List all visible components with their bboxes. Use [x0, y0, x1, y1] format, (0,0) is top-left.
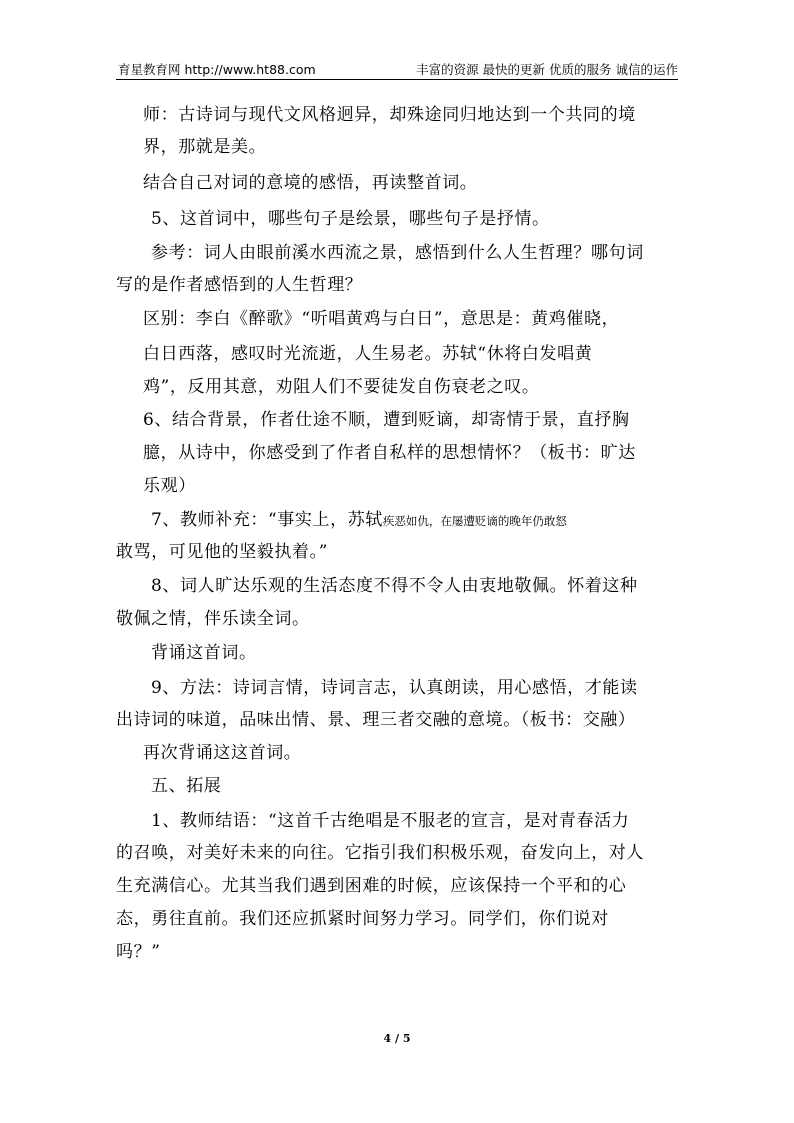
text-line: 敢骂，可见他的坚毅执着。” [116, 542, 328, 562]
text-line: 6、结合背景，作者仕途不顺，遭到贬谪，却寄情于景，直抒胸 [143, 410, 630, 430]
text-line: 8、词人旷达乐观的生活态度不得不令人由衷地敬佩。怀着这种 [151, 576, 638, 596]
text-line: 鸡”，反用其意，劝阻人们不要徒发自伤衰老之叹。 [143, 377, 540, 397]
text-line: 1、教师结语：“这首千古绝唱是不服老的宣言，是对青春活力 [151, 811, 630, 831]
text-line: 界，那就是美。 [143, 137, 267, 157]
text-line: 敬佩之情，伴乐读全词。 [116, 609, 310, 629]
text-line: 写的是作者感悟到的人生哲理？ [116, 275, 363, 295]
text-line: 结合自己对词的意境的感悟，再读整首词。 [143, 173, 478, 193]
page-header [118, 56, 678, 78]
text-line: 生充满信心。尤其当我们遇到困难的时候，应该保持一个平和的心 [116, 876, 627, 896]
text-line: 乐观） [143, 476, 196, 496]
text-line: 出诗词的味道，品味出情、景、理三者交融的意境。（板书：交融） [116, 710, 636, 730]
text-line: 臆，从诗中，你感受到了作者自私样的思想情怀？（板书：旷达 [143, 443, 636, 463]
text-line: 背诵这首词。 [151, 643, 257, 663]
text-line: 吗？” [116, 942, 161, 962]
text-line: 区别：李白《醉歌》“听唱黄鸡与白日”，意思是：黄鸡催晓， [143, 309, 620, 329]
text-line: 的召唤，对美好未来的向往。它指引我们积极乐观，奋发向上，对人 [116, 843, 644, 863]
text-line: 五、拓展 [151, 776, 222, 796]
header-divider [116, 79, 678, 80]
text-line: 5、这首词中，哪些句子是绘景，哪些句子是抒情。 [151, 209, 550, 229]
text-line: 9、方法：诗词言情，诗词言志，认真朗读，用心感悟，才能读 [151, 678, 638, 698]
header-slogan: 丰富的资源 最快的更新 优质的服务 诚信的运作 [416, 62, 678, 77]
page-number: 4 / 5 [383, 1032, 411, 1045]
text-line: 白日西落，感叹时光流逝，人生易老。苏轼“休将白发唱黄 [143, 344, 593, 364]
text-line: 参考：词人由眼前溪水西流之景，感悟到什么人生哲理？哪句词 [151, 243, 644, 263]
text-line [151, 509, 567, 532]
text-line: 师：古诗词与现代文风格迥异，却殊途同归地达到一个共同的境 [143, 105, 636, 125]
text-line: 态，勇往直前。我们还应抓紧时间努力学习。同学们，你们说对 [116, 909, 609, 929]
text-segment: 7、教师补充：“事实上，苏轼 [151, 510, 383, 530]
text-line: 再次背诵这这首词。 [143, 743, 302, 763]
text-segment-small: 疾恶如仇，在屡遭贬谪的晚年仍敢怒 [382, 514, 567, 528]
header-site: 育星教育网 http://www.ht88.com [118, 62, 316, 77]
